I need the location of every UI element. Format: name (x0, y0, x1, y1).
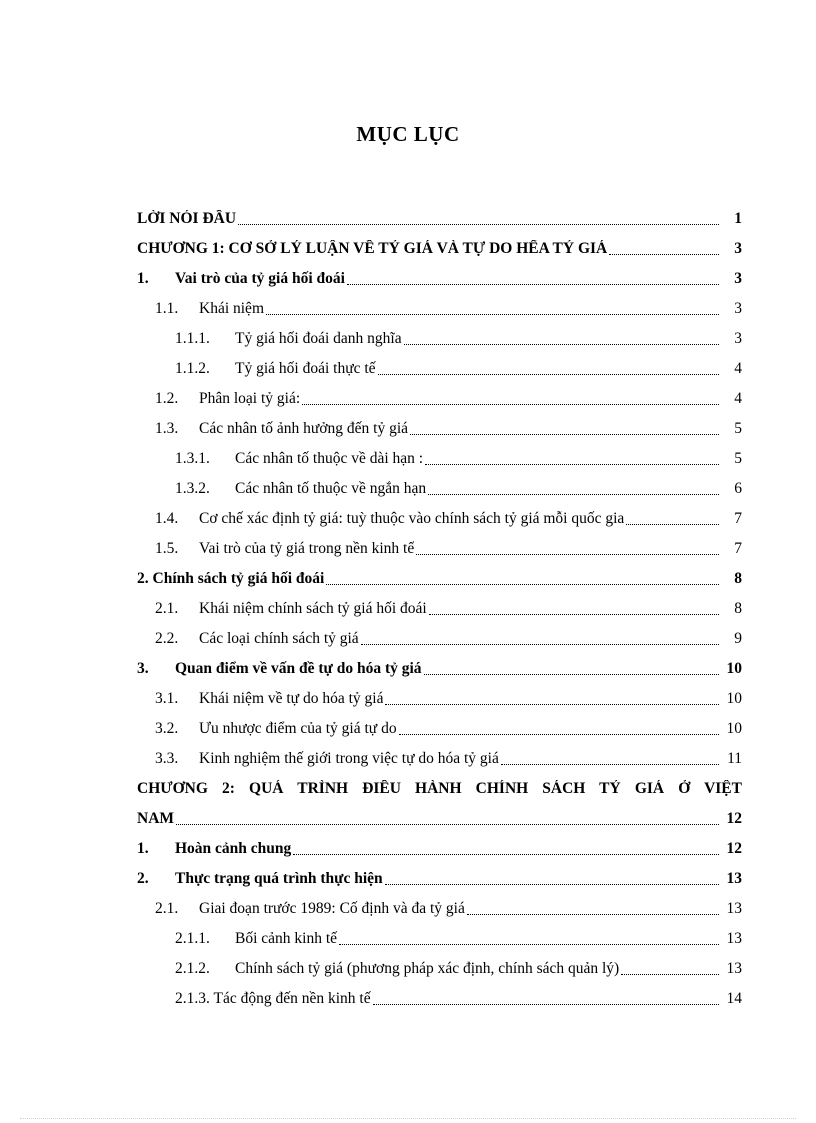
toc-entry-number: 3.2. (155, 720, 179, 737)
toc-entry-number: 3. (137, 660, 149, 677)
toc-entry[interactable] (137, 498, 742, 528)
toc-dot-leader (416, 553, 719, 555)
toc-entry[interactable] (137, 198, 742, 228)
toc-dot-leader (385, 703, 719, 705)
toc-entry-title: Cơ chế xác định tỷ giá: tuỳ thuộc vào chính sách tỷ giá mỗi quốc gia (199, 510, 625, 527)
toc-entry-number: 2.1. (155, 600, 179, 617)
toc-entry[interactable] (137, 438, 742, 468)
toc-entry[interactable] (137, 348, 742, 378)
toc-entry-page-number: 4 (734, 360, 742, 377)
toc-entry-page-number: 13 (726, 870, 742, 887)
toc-entry-title: Các nhân tố thuộc về dài hạn : (235, 450, 424, 467)
toc-entry[interactable] (137, 408, 742, 438)
toc-entry-number: 1. (137, 840, 149, 857)
toc-dot-leader (302, 403, 719, 405)
toc-dot-leader (266, 313, 719, 315)
toc-entry[interactable] (137, 378, 742, 408)
toc-entry-page-number: 3 (734, 330, 742, 347)
toc-entry-number: 3.1. (155, 690, 179, 707)
toc-entry[interactable] (137, 768, 742, 798)
toc-entry-title: Khái niệm (199, 300, 264, 317)
toc-entry-title: Vai trò của tỷ giá trong nền kinh tế (199, 540, 415, 557)
toc-entry[interactable] (137, 828, 742, 858)
toc-dot-leader (404, 343, 719, 345)
toc-entry-page-number: 3 (734, 240, 742, 257)
toc-entry[interactable] (137, 678, 742, 708)
toc-entry-title: Quan điểm về vấn đề tự do hóa tỷ giá (175, 660, 422, 677)
toc-dot-leader (428, 493, 719, 495)
toc-entry[interactable] (137, 738, 742, 768)
toc-entry[interactable] (137, 648, 742, 678)
toc-entry-number: 1. (137, 270, 149, 287)
toc-entry-title: Kinh nghiệm thế giới trong việc tự do hóa tỷ giá (199, 750, 499, 767)
toc-dot-leader (626, 523, 719, 525)
toc-entry-page-number: 13 (726, 900, 742, 917)
toc-entry-page-number: 10 (726, 690, 742, 707)
toc-entry-title: Tỷ giá hối đoái thực tế (235, 360, 376, 377)
toc-dot-leader (326, 583, 719, 585)
toc-entry-number: 1.2. (155, 390, 179, 407)
toc-dot-leader (410, 433, 719, 435)
toc-entry-title: Tỷ giá hối đoái danh nghĩa (235, 330, 402, 347)
toc-entry-title: 2.1.3. Tác động đến nền kinh tế (175, 990, 371, 1007)
toc-entry-page-number: 1 (734, 210, 742, 227)
toc-entry-number: 1.3.2. (175, 480, 210, 497)
toc-entry-number: 3.3. (155, 750, 179, 767)
toc-entry[interactable] (137, 708, 742, 738)
toc-entry-title: Khái niệm về tự do hóa tỷ giá (199, 690, 384, 707)
toc-entry[interactable] (137, 618, 742, 648)
page-bottom-divider (20, 1118, 796, 1119)
toc-entry-page-number: 5 (734, 420, 742, 437)
toc-entry-page-number: 14 (726, 990, 742, 1007)
toc-entry-number: 2.1.1. (175, 930, 210, 947)
toc-dot-leader (347, 283, 719, 285)
toc-entry-title: Khái niệm chính sách tỷ giá hối đoái (199, 600, 427, 617)
toc-entry[interactable] (137, 798, 742, 828)
toc-entry-page-number: 8 (734, 600, 742, 617)
toc-entry-title: Phân loại tỷ giá: (199, 390, 301, 407)
toc-entry-number: 2.1. (155, 900, 179, 917)
toc-dot-leader (424, 673, 719, 675)
toc-entry-page-number: 4 (734, 390, 742, 407)
toc-entry-number: 1.3.1. (175, 450, 210, 467)
toc-entry[interactable] (137, 258, 742, 288)
toc-dot-leader (339, 943, 719, 945)
toc-entry-number: 2.2. (155, 630, 179, 647)
toc-dot-leader (293, 853, 719, 855)
toc-entry-number: 1.3. (155, 420, 179, 437)
toc-entry-number: 1.1. (155, 300, 179, 317)
toc-entry-title: Các nhân tố thuộc về ngắn hạn (235, 480, 427, 497)
toc-dot-leader (467, 913, 719, 915)
toc-entry-title: 2. Chính sách tỷ giá hối đoái (137, 570, 325, 587)
toc-entry-title: Các nhân tố ảnh hưởng đến tỷ giá (199, 420, 409, 437)
toc-entry-title: Bối cảnh kinh tế (235, 930, 338, 947)
toc-entry-page-number: 3 (734, 270, 742, 287)
toc-entry[interactable] (137, 468, 742, 498)
toc-entry[interactable] (137, 318, 742, 348)
toc-entry[interactable] (137, 978, 742, 1008)
toc-entry-number: 1.4. (155, 510, 179, 527)
toc-entry-title: Giai đoạn trước 1989: Cố định và đa tỷ giá (199, 900, 465, 917)
toc-entry-title: Hoàn cảnh chung (175, 840, 292, 857)
toc-entry-page-number: 5 (734, 450, 742, 467)
toc-entry-page-number: 12 (726, 810, 742, 827)
toc-entry-page-number: 11 (727, 750, 742, 767)
toc-entry-number: 1.1.2. (175, 360, 210, 377)
toc-entry-page-number: 12 (726, 840, 742, 857)
toc-entry-page-number: 10 (726, 720, 742, 737)
toc-entry[interactable] (137, 558, 742, 588)
toc-entry-page-number: 13 (726, 960, 742, 977)
toc-entry-page-number: 9 (734, 630, 742, 647)
toc-entry-title: Chính sách tỷ giá (phương pháp xác định, chính sách quản lý) (235, 960, 620, 977)
toc-entry-number: 1.5. (155, 540, 179, 557)
toc-entry-page-number: 10 (726, 660, 742, 677)
toc-dot-leader (238, 223, 719, 225)
toc-entry[interactable] (137, 228, 742, 258)
table-of-contents (137, 198, 742, 1008)
toc-entry-page-number: 7 (734, 540, 742, 557)
toc-entry[interactable] (137, 288, 742, 318)
toc-dot-leader (176, 823, 719, 825)
toc-entry-page-number: 6 (734, 480, 742, 497)
toc-entry-title: LỜI NÓI ĐẦU (137, 210, 237, 227)
toc-dot-leader (373, 1003, 719, 1005)
toc-entry-number: 2.1.2. (175, 960, 210, 977)
toc-entry-page-number: 3 (734, 300, 742, 317)
toc-entry[interactable] (137, 528, 742, 558)
toc-entry-page-number: 8 (734, 570, 742, 587)
toc-entry-title: CHƯƠNG 1: CƠ SỞ LÝ LUẬN VỀ TỶ GIÁ VÀ TỰ DO HỂA TỶ GIÁ (137, 240, 608, 257)
toc-entry-page-number: 13 (726, 930, 742, 947)
toc-entry-number: 2. (137, 870, 149, 887)
toc-dot-leader (378, 373, 719, 375)
toc-entry[interactable] (137, 588, 742, 618)
toc-entry-title: Các loại chính sách tỷ giá (199, 630, 359, 647)
toc-dot-leader (501, 763, 719, 765)
toc-entry-title: NAM (137, 810, 175, 827)
toc-dot-leader (609, 253, 719, 255)
toc-entry[interactable] (137, 858, 742, 888)
toc-entry[interactable] (137, 888, 742, 918)
toc-dot-leader (429, 613, 719, 615)
toc-entry[interactable] (137, 918, 742, 948)
toc-entry-page-number: 7 (734, 510, 742, 527)
toc-dot-leader (385, 883, 719, 885)
toc-dot-leader (621, 973, 719, 975)
toc-entry-title: Vai trò của tỷ giá hối đoái (175, 270, 345, 287)
page-title: MỤC LỤC (356, 122, 460, 146)
toc-dot-leader (399, 733, 719, 735)
toc-entry[interactable] (137, 948, 742, 978)
toc-entry-title: Thực trạng quá trình thực hiện (175, 870, 383, 887)
toc-entry-title: CHƯƠNG 2: QUÁ TRÌNH ĐIỀU HÀNH CHÍNH SÁCH TỶ GIÁ Ở VIỆT (137, 780, 742, 797)
toc-dot-leader (425, 463, 719, 465)
toc-dot-leader (361, 643, 719, 645)
toc-entry-title: Ưu nhược điểm của tỷ giá tự do (199, 720, 397, 737)
toc-entry-number: 1.1.1. (175, 330, 210, 347)
